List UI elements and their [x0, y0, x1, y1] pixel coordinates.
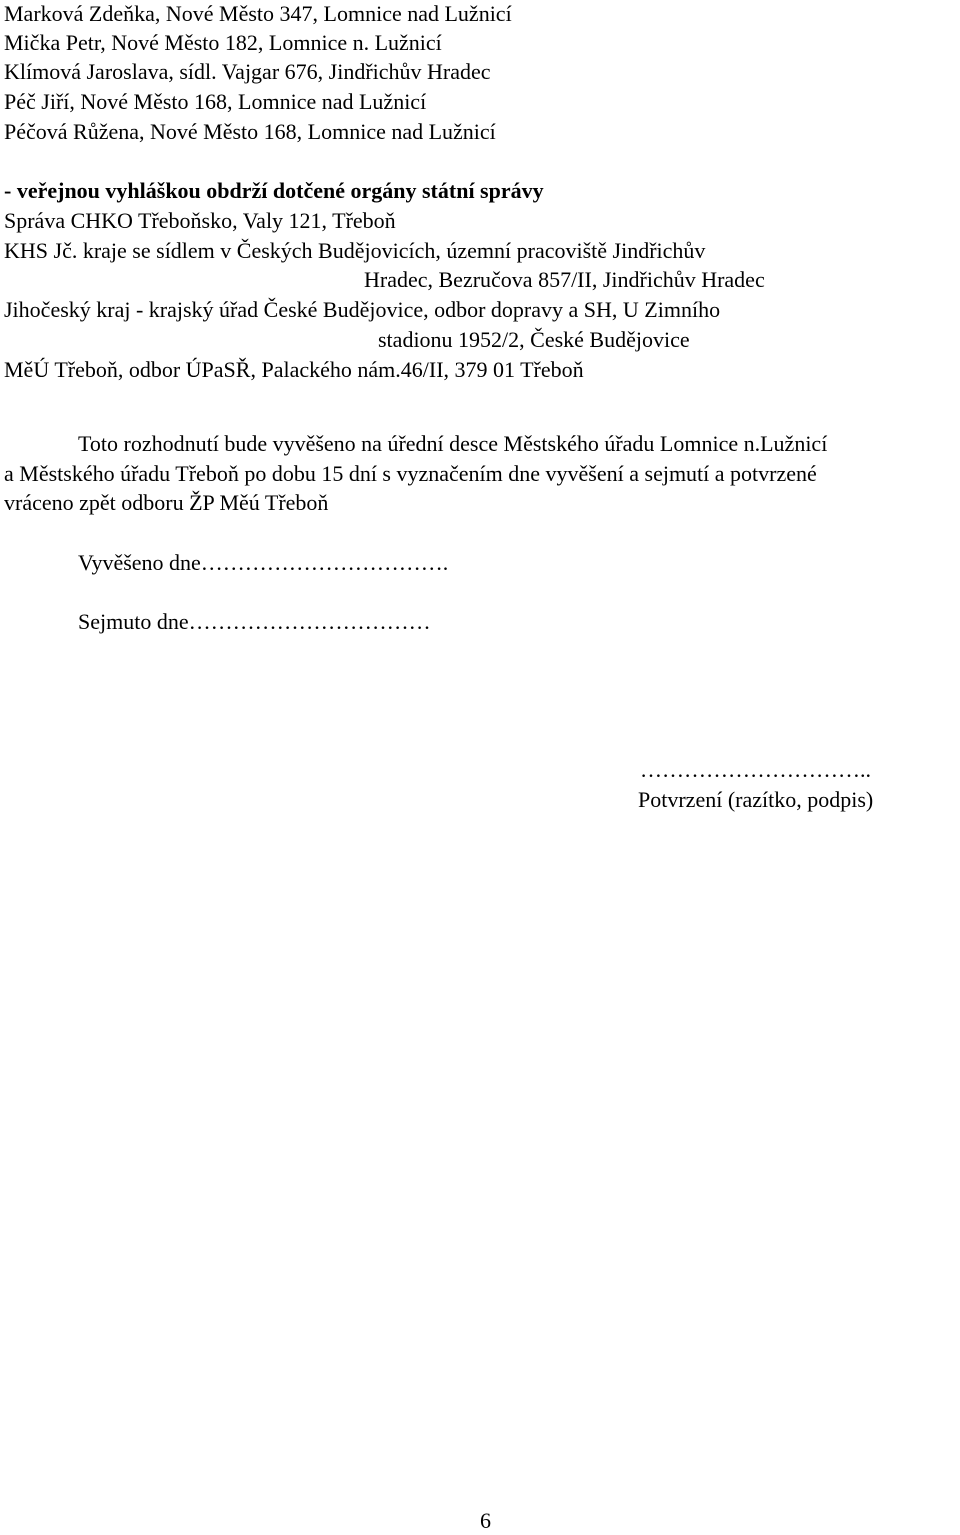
- authority-line: Jihočeský kraj - krajský úřad České Budějovice, odbor dopravy a SH, U Zimního: [4, 297, 721, 322]
- recipient-line: Péč Jiří, Nové Město 168, Lomnice nad Lužnicí: [4, 89, 427, 114]
- page-number: 6: [480, 1508, 491, 1533]
- recipient-line: Péčová Růžena, Nové Město 168, Lomnice nad Lužnicí: [4, 119, 496, 144]
- recipient-line: Klímová Jaroslava, sídl. Vajgar 676, Jindřichův Hradec: [4, 59, 491, 84]
- notice-line: Toto rozhodnutí bude vyvěšeno na úřední desce Městského úřadu Lomnice n.Lužnicí: [78, 431, 828, 456]
- authority-line: MěÚ Třeboň, odbor ÚPaSŘ, Palackého nám.46/II, 379 01 Třeboň: [4, 357, 584, 382]
- authority-line-continuation: stadionu 1952/2, České Budějovice: [378, 327, 690, 352]
- recipient-line: Mička Petr, Nové Město 182, Lomnice n. Lužnicí: [4, 30, 442, 55]
- authorities-heading: - veřejnou vyhláškou obdrží dotčené orgány státní správy: [4, 178, 544, 203]
- posted-date-field: Vyvěšeno dne…………………………….: [78, 550, 449, 575]
- notice-line: a Městského úřadu Třeboň po dobu 15 dní s vyznačením dne vyvěšení a sejmutí a potvrzené: [4, 461, 817, 486]
- notice-line: vráceno zpět odboru ŽP Měú Třeboň: [4, 490, 329, 515]
- signature-line: …………………………..: [640, 757, 871, 782]
- authority-line: Správa CHKO Třeboňsko, Valy 121, Třeboň: [4, 208, 396, 233]
- authority-line: KHS Jč. kraje se sídlem v Českých Budějovicích, územní pracoviště Jindřichův: [4, 238, 706, 263]
- recipient-line: Marková Zdeňka, Nové Město 347, Lomnice nad Lužnicí: [4, 1, 512, 26]
- signature-label: Potvrzení (razítko, podpis): [638, 787, 874, 812]
- removed-date-field: Sejmuto dne……………………………: [78, 609, 431, 634]
- authority-line-continuation: Hradec, Bezručova 857/II, Jindřichův Hradec: [364, 267, 765, 292]
